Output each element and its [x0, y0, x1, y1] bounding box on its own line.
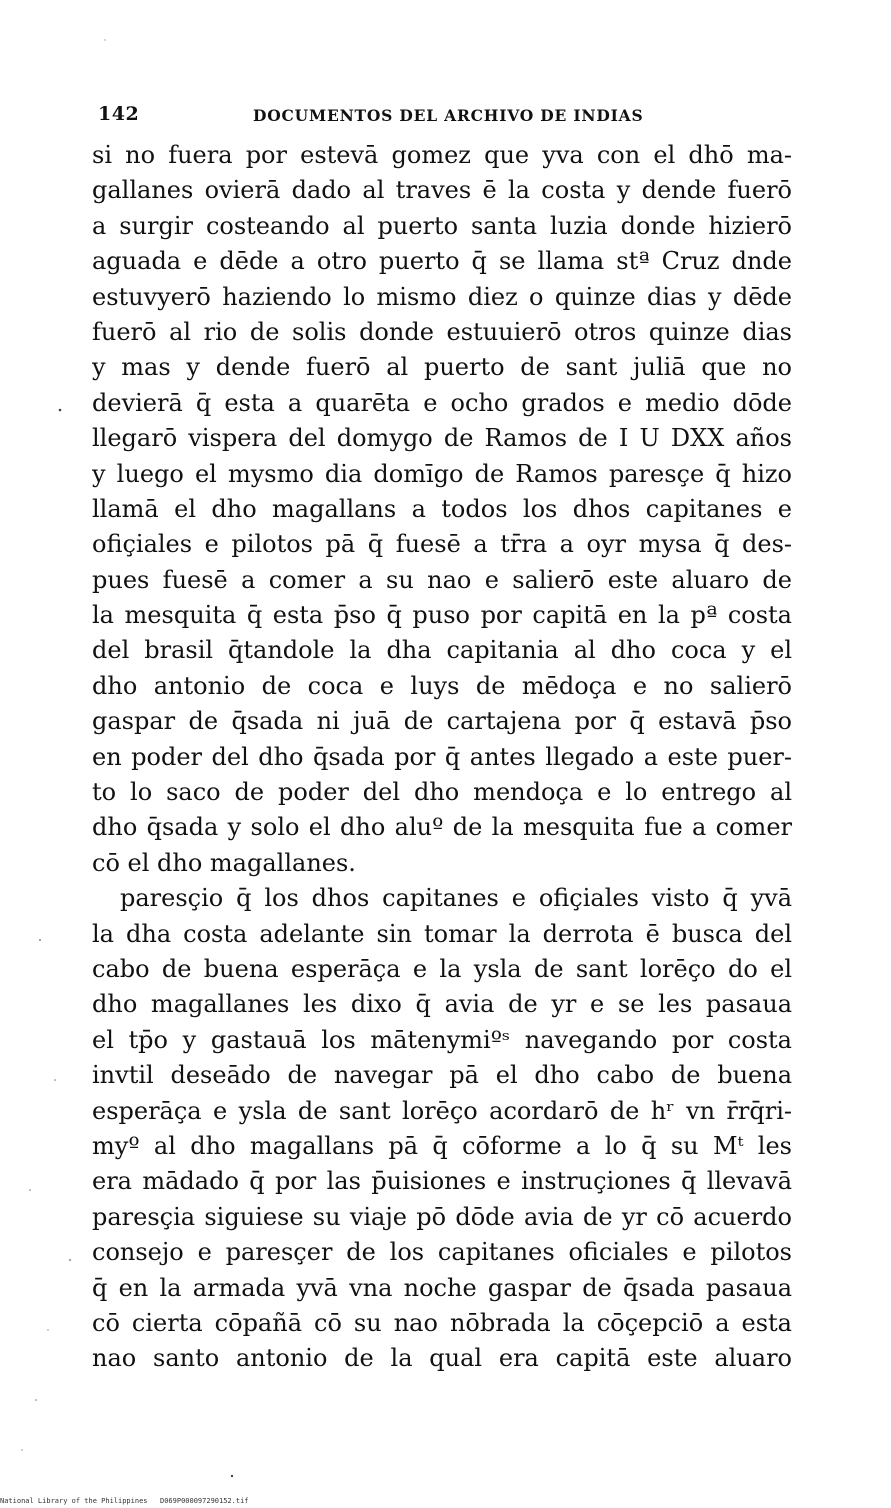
text-line: dho q̄sada y solo el dho aluº de la mesquita fue a comer [92, 813, 792, 842]
text-line: consejo e paresçer de los capitanes oficiales e pilotos [92, 1238, 792, 1267]
text-line: devierā q̄ esta a quarēta e ocho grados e medio dōde [92, 388, 792, 417]
text-line: to lo saco de poder del dho mendoça e lo entrego al [92, 778, 792, 807]
footer-file-id: D069P000097290152.tif [160, 1497, 249, 1505]
text-line: gaspar de q̄sada ni juā de cartajena por q̄ estavā p̄so [92, 707, 792, 736]
running-head: DOCUMENTOS DEL ARCHIVO DE INDIAS [253, 106, 644, 125]
text-line: el tp̄o y gastauā los mātenymiºˢ navegando por costa [92, 1025, 792, 1054]
text-line: aguada e dēde a otro puerto q̄ se llama stª Cruz dnde [92, 247, 792, 276]
body-text [92, 138, 792, 1377]
text-line: dho antonio de coca e luys de mēdoça e no salierō [92, 671, 792, 700]
text-line: dho magallanes les dixo q̄ avia de yr e se les pasaua [92, 990, 792, 1019]
text-line: q̄ en la armada yvā vna noche gaspar de q̄sada pasaua [92, 1273, 792, 1302]
text-line: llegarō vispera del domygo de Ramos de I U DXX años [92, 424, 792, 453]
text-line: ofiçiales e pilotos pā q̄ fuesē a tr̄ra a oyr mysa q̄ des- [92, 530, 792, 559]
text-line: la mesquita q̄ esta p̄so q̄ puso por capitā en la pª costa [92, 601, 792, 630]
text-line: pues fuesē a comer a su nao e salierō este aluaro de [92, 565, 792, 594]
text-line: en poder del dho q̄sada por q̄ antes llegado a este puer- [92, 742, 792, 771]
text-line: y luego el mysmo dia domīgo de Ramos paresçe q̄ hizo [92, 459, 792, 488]
text-line: cō cierta cōpañā cō su nao nōbrada la cōçepciō a esta [92, 1308, 792, 1337]
text-line: llamā el dho magallans a todos los dhos capitanes e [92, 494, 792, 523]
text-line: paresçio q̄ los dhos capitanes e ofiçiales visto q̄ yvā [120, 884, 792, 913]
text-line: gallanes ovierā dado al traves ē la costa y dende fuerō [92, 176, 792, 205]
text-line: era mādado q̄ por las p̄uisiones e instruçiones q̄ llevavā [92, 1167, 792, 1196]
text-line: cabo de buena esperāça e la ysla de sant lorēço do el [92, 954, 792, 983]
text-line: estuvyerō haziendo lo mismo diez o quinze dias y dēde [92, 282, 792, 311]
text-line: la dha costa adelante sin tomar la derrota ē busca del [92, 919, 792, 948]
text-line: del brasil q̄tandole la dha capitania al dho coca y el [92, 636, 792, 665]
text-line: myº al dho magallans pā q̄ cōforme a lo q̄ su Mᵗ les [92, 1131, 792, 1160]
footer-library-label: National Library of the Philippines [0, 1497, 148, 1505]
text-line: cō el dho magallanes. [92, 848, 356, 877]
text-line: nao santo antonio de la qual era capitā este aluaro [92, 1344, 792, 1373]
text-line: esperāça e ysla de sant lorēço acordarō de hʳ vn r̄rq̄ri- [92, 1096, 792, 1125]
text-line: si no fuera por estevā gomez que yva con el dhō ma- [92, 141, 792, 169]
text-line: fuerō al rio de solis donde estuuierō otros quinze dias [92, 317, 792, 346]
page-number: 142 [98, 103, 140, 125]
text-line: paresçia siguiese su viaje pō dōde avia de yr cō acuerdo [92, 1202, 792, 1231]
text-line: invtil deseādo de navegar pā el dho cabo de buena [92, 1061, 792, 1090]
text-line: y mas y dende fuerō al puerto de sant juliā que no [92, 353, 792, 382]
text-line: a surgir costeando al puerto santa luzia donde hizierō [92, 211, 792, 240]
